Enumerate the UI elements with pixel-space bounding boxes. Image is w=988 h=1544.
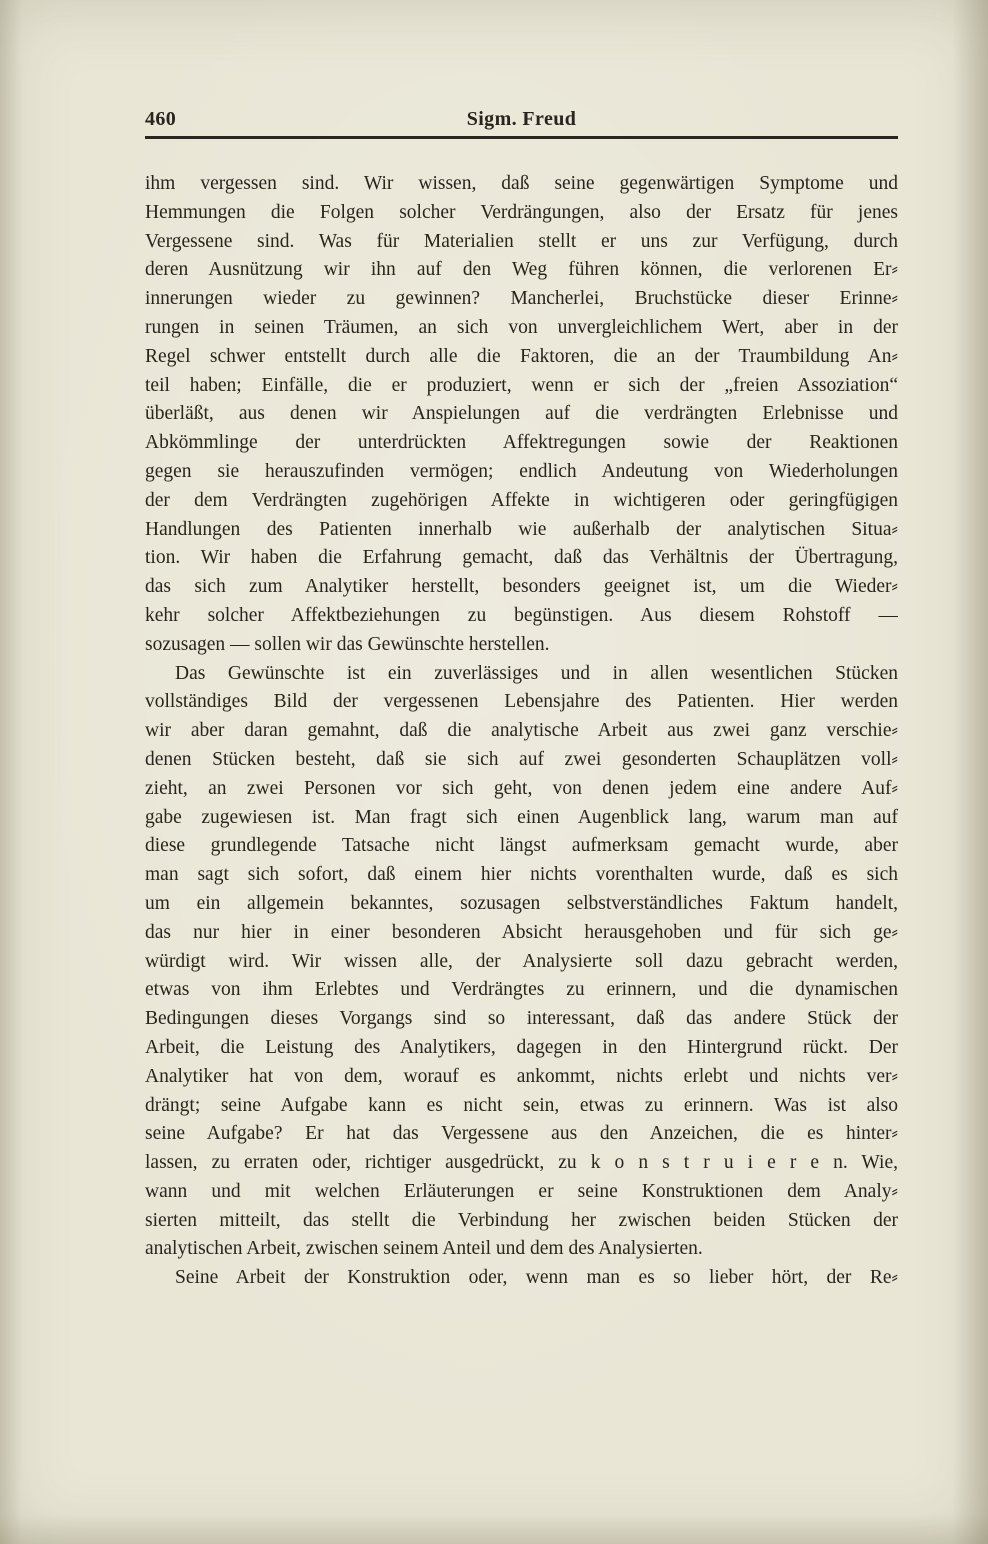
text-line: um ein allgemein bekanntes, sozusagen selbstverständliches Faktum handelt, (145, 892, 898, 914)
text-line: Handlungen des Patienten innerhalb wie außerhalb der analytischen Situa⸗ (145, 518, 898, 540)
text-line: teil haben; Einfälle, die er produziert, wenn er sich der „freien Assoziation“ (145, 374, 898, 396)
text-line: innerungen wieder zu gewinnen? Mancherlei, Bruchstücke dieser Erinne⸗ (145, 288, 898, 310)
text-line: zieht, an zwei Personen vor sich geht, von denen jedem eine andere Auf⸗ (145, 777, 898, 799)
text-line: Hemmungen die Folgen solcher Verdrängungen, also der Ersatz für jenes (145, 201, 898, 223)
text-line: denen Stücken besteht, daß sie sich auf zwei gesonderten Schauplätzen voll⸗ (145, 748, 898, 770)
text-line: rungen in seinen Träumen, an sich von unvergleichlichem Wert, aber in der (145, 316, 898, 338)
text-line: tion. Wir haben die Erfahrung gemacht, daß das Verhältnis der Übertragung, (145, 547, 898, 569)
text-line: Abkömmlinge der unterdrückten Affektregungen sowie der Reaktionen (145, 432, 898, 454)
text-line: Bedingungen dieses Vorgangs sind so interessant, daß das andere Stück der (145, 1008, 898, 1030)
text-line: Das Gewünschte ist ein zuverlässiges und in allen wesentlichen Stücken (175, 662, 898, 684)
text-line: gabe zugewiesen ist. Man fragt sich einen Augenblick lang, warum man auf (145, 806, 898, 828)
text-line: man sagt sich sofort, daß einem hier nichts vorenthalten wurde, daß es sich (145, 864, 898, 886)
text-line: das sich zum Analytiker herstellt, besonders geeignet ist, um die Wieder⸗ (145, 576, 898, 598)
text-line: drängt; seine Aufgabe kann es nicht sein, etwas zu erinnern. Was ist also (145, 1094, 898, 1116)
text-line: würdigt wird. Wir wissen alle, der Analysierte soll dazu gebracht werden, (145, 950, 898, 972)
header-rule (145, 136, 898, 139)
text-line: analytischen Arbeit, zwischen seinem Anteil und dem des Analysierten. (145, 1238, 703, 1260)
text-line: das nur hier in einer besonderen Absicht herausgehoben und für sich ge⸗ (145, 921, 898, 943)
text-line: Analytiker hat von dem, worauf es ankommt, nichts erlebt und nichts ver⸗ (145, 1065, 898, 1087)
running-header: Sigm. Freud (466, 108, 577, 130)
text-line: sierten mitteilt, das stellt die Verbindung her zwischen beiden Stücken der (145, 1209, 898, 1231)
text-line: der dem Verdrängten zugehörigen Affekte in wichtigeren oder geringfügigen (145, 489, 898, 511)
text-line: deren Ausnützung wir ihn auf den Weg führen können, die verlorenen Er⸗ (145, 259, 898, 281)
text-line: Arbeit, die Leistung des Analytikers, dagegen in den Hintergrund rückt. Der (145, 1036, 898, 1058)
text-line: sozusagen — sollen wir das Gewünschte herstellen. (145, 633, 550, 655)
text-line: ihm vergessen sind. Wir wissen, daß seine gegenwärtigen Symptome und (145, 173, 898, 194)
text-line: diese grundlegende Tatsache nicht längst aufmerksam gemacht wurde, aber (145, 835, 898, 857)
text-line: wir aber daran gemahnt, daß die analytische Arbeit aus zwei ganz verschie⸗ (145, 720, 898, 742)
page-body (145, 170, 898, 1293)
text-line: Vergessene sind. Was für Materialien stellt er uns zur Verfügung, durch (145, 230, 898, 252)
page-header (145, 108, 898, 133)
text-line: seine Aufgabe? Er hat das Vergessene aus den Anzeichen, die es hinter⸗ (145, 1123, 898, 1145)
text-line: wann und mit welchen Erläuterungen er seine Konstruktionen dem Analy⸗ (145, 1180, 898, 1202)
text-line: vollständiges Bild der vergessenen Lebensjahre des Patienten. Hier werden (145, 691, 898, 713)
page-number: 460 (145, 108, 177, 130)
text-line: Regel schwer entstellt durch alle die Faktoren, die an der Traumbildung An⸗ (145, 345, 898, 367)
page-content (145, 108, 898, 1293)
text-line: gegen sie herauszufinden vermögen; endlich Andeutung von Wiederholungen (145, 460, 898, 482)
text-line: überläßt, aus denen wir Anspielungen auf die verdrängten Erlebnisse und (145, 403, 898, 425)
text-line: etwas von ihm Erlebtes und Verdrängtes zu erinnern, und die dynamischen (145, 979, 898, 1001)
text-line: Seine Arbeit der Konstruktion oder, wenn man es so lieber hört, der Re⸗ (175, 1267, 898, 1289)
text-line: kehr solcher Affektbeziehungen zu begünstigen. Aus diesem Rohstoff — (145, 604, 898, 626)
text-line: lassen, zu erraten oder, richtiger ausgedrückt, zu k o n s t r u i e r e n. Wie, (145, 1152, 898, 1174)
